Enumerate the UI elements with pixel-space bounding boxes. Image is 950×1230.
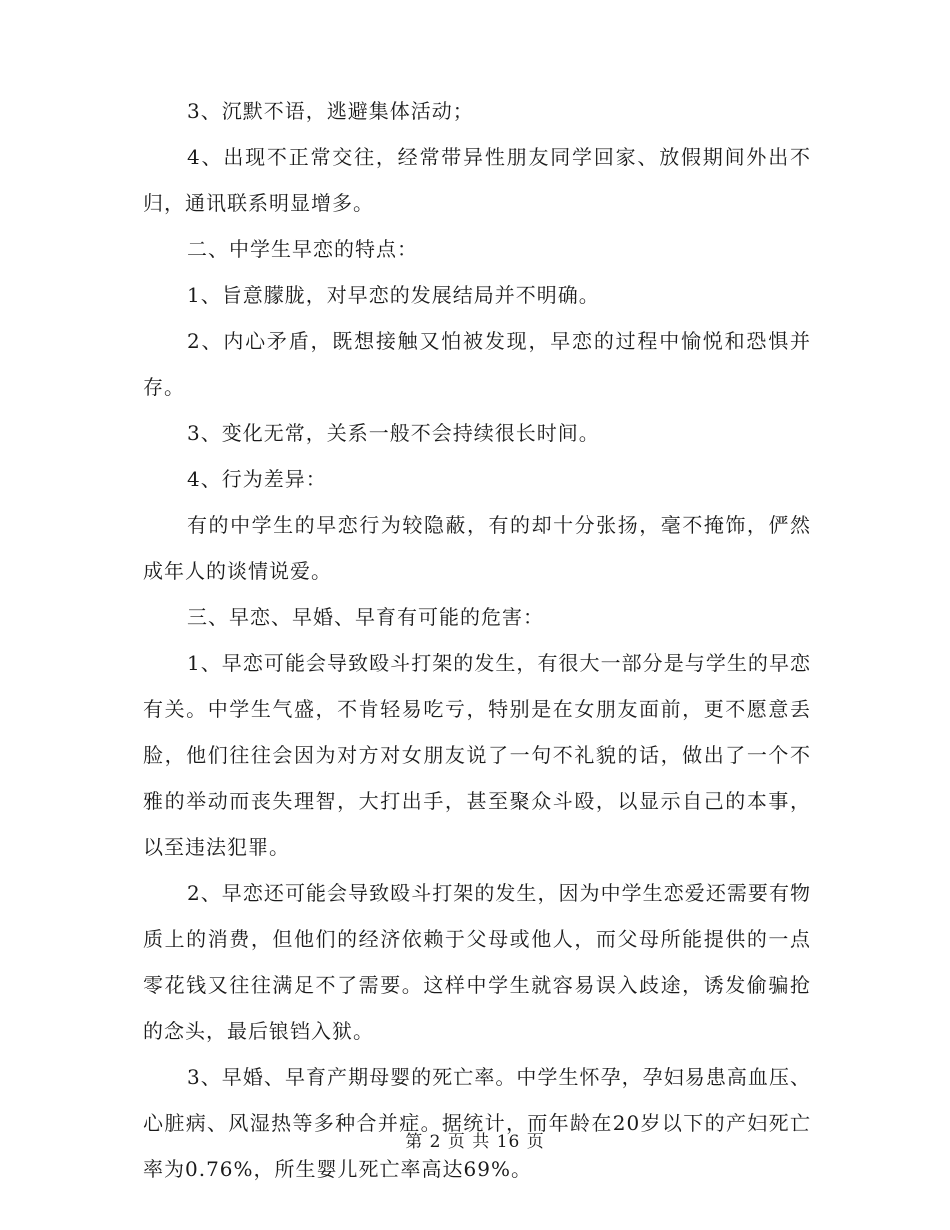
section-heading-harms: 三、早恋、早婚、早育有可能的危害： bbox=[187, 605, 544, 629]
paragraph-harm-1: 1、早恋可能会导致殴斗打架的发生，有很大一部分是与学生的早恋有关。中学生气盛，不肯轻易吃亏，特别是在女朋友面前，更不愿意丢脸，他们往往会因为对方对女朋友说了一句不礼貌的话，做出了一个不雅的举动而丧失理智，大打出手，甚至聚众斗殴，以显示自己的本事，以至违法犯罪。 bbox=[143, 651, 811, 859]
paragraph-symptom-3: 3、沉默不语，逃避集体活动； bbox=[187, 99, 474, 123]
document-body bbox=[143, 88, 811, 1192]
paragraph-characteristic-3: 3、变化无常，关系一般不会持续很长时间。 bbox=[187, 421, 600, 445]
section-heading-characteristics: 二、中学生早恋的特点： bbox=[187, 237, 418, 261]
paragraph-harm-3: 3、早婚、早育产期母婴的死亡率。中学生怀孕，孕妇易患高血压、心脏病、风湿热等多种合并症。据统计，而年龄在20岁以下的产妇死亡率为0.76%，所生婴儿死亡率高达69%。 bbox=[143, 1065, 811, 1181]
paragraph-behavior-difference: 有的中学生的早恋行为较隐蔽，有的却十分张扬，毫不掩饰，俨然成年人的谈情说爱。 bbox=[143, 513, 811, 583]
page-number-footer: 第 2 页 共 16 页 bbox=[405, 1132, 545, 1152]
paragraph-characteristic-4: 4、行为差异： bbox=[187, 467, 327, 491]
paragraph-harm-2: 2、早恋还可能会导致殴斗打架的发生，因为中学生恋爱还需要有物质上的消费，但他们的经济依赖于父母或他人，而父母所能提供的一点零花钱又往往满足不了需要。这样中学生就容易误入歧途，诱发偷骗抢的念头，最后锒铛入狱。 bbox=[143, 881, 811, 1043]
paragraph-characteristic-2: 2、内心矛盾，既想接触又怕被发现，早恋的过程中愉悦和恐惧并存。 bbox=[143, 329, 811, 399]
paragraph-symptom-4: 4、出现不正常交往，经常带异性朋友同学回家、放假期间外出不归，通讯联系明显增多。 bbox=[143, 145, 811, 215]
paragraph-characteristic-1: 1、旨意朦胧，对早恋的发展结局并不明确。 bbox=[187, 283, 600, 307]
